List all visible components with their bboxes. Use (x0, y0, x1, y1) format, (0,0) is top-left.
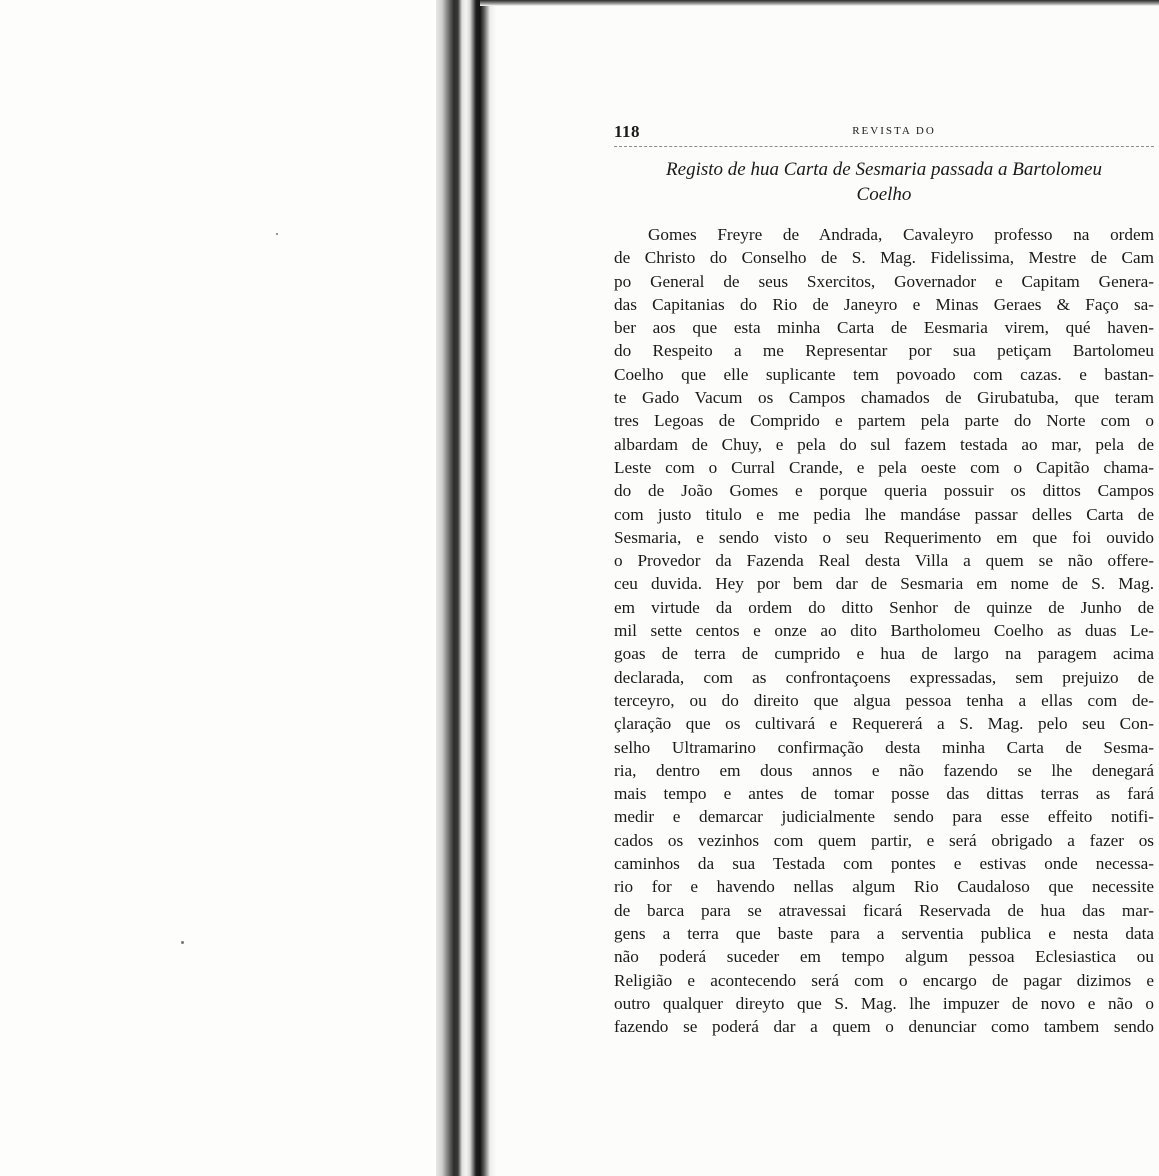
document-title-line-1: Registo de hua Carta de Sesmaria passada a Bartolomeu (666, 159, 1102, 180)
body-line: caminhos da sua Testada com pontes e estivas onde necessa- (614, 854, 1154, 874)
body-line: medir e demarcar judicialmente sendo para esse effeito notifi- (614, 807, 1154, 827)
body-line: não poderá suceder em tempo algum pessoa Eclesiastica ou (614, 947, 1154, 967)
body-line: do de João Gomes e porque queria possuir os dittos Campos (614, 481, 1154, 501)
body-line: Gomes Freyre de Andrada, Cavaleyro professo na ordem (648, 225, 1154, 244)
body-line: Leste com o Curral Crande, e pela oeste com o Capitão chama- (614, 457, 1154, 477)
body-line: das Capitanias do Rio de Janeyro e Minas Geraes & Faço sa- (614, 294, 1154, 314)
body-line: com justo titulo e me pedia lhe mandáse passar delles Carta de (614, 504, 1154, 524)
blank-facing-page (0, 0, 440, 1176)
body-line: Coelho que elle suplicante tem povoado com cazas. e bastan- (614, 364, 1154, 384)
body-line: outro qualquer direyto que S. Mag. lhe impuzer de novo e não o (614, 993, 1154, 1013)
book-spine-gutter (436, 0, 496, 1176)
document-title-line-2: Coelho (856, 184, 912, 205)
document-title (614, 157, 1154, 207)
body-line: tres Legoas de Comprido e partem pela parte do Norte com o (614, 411, 1154, 431)
body-line: Sesmaria, e sendo visto o seu Requerimento em que foi ouvido (614, 527, 1154, 547)
body-line: albardam de Chuy, e pela do sul fazem testada ao mar, pela de (614, 434, 1154, 454)
running-head (614, 120, 1154, 147)
body-line: mil sette centos e onze ao dito Bartholomeu Coelho as duas Le- (614, 621, 1154, 641)
page-number: 118 (614, 122, 641, 141)
text-page (614, 120, 1154, 1038)
body-line: o Provedor da Fazenda Real desta Villa a quem se não offere- (614, 551, 1154, 571)
body-line: ber aos que esta minha Carta de Eesmaria virem, qué haven- (614, 318, 1154, 338)
body-line: po General de seus Sxercitos, Governador e Capitam Genera- (614, 271, 1154, 291)
running-title: REVISTA DO (852, 125, 936, 137)
body-line: cados os vezinhos com quem partir, e será obrigado a fazer os (614, 830, 1154, 850)
body-line: em virtude da ordem do ditto Senhor de quinze de Junho de (614, 597, 1154, 617)
body-line: terceyro, ou do direito que algua pessoa tenha a ellas com de- (614, 690, 1154, 710)
body-line: de barca para se atravessai ficará Reservada de hua das mar- (614, 900, 1154, 920)
document-body (614, 223, 1154, 1038)
body-line: ceu duvida. Hey por bem dar de Sesmaria em nome de S. Mag. (614, 574, 1154, 594)
body-line: do Respeito a me Representar por sua petiçam Bartolomeu (614, 341, 1154, 361)
body-line: rio for e havendo nellas algum Rio Caudaloso que necessite (614, 877, 1154, 897)
paper-speck (181, 941, 184, 944)
body-line: çlaração que os cultivará e Requererá a S. Mag. pelo seu Con- (614, 714, 1154, 734)
body-line: fazendo se poderá dar a quem o denunciar como tambem sendo (614, 1017, 1154, 1037)
body-line: ria, dentro em dous annos e não fazendo se lhe denegará (614, 760, 1154, 780)
body-line: te Gado Vacum os Campos chamados de Girubatuba, que teram (614, 388, 1154, 408)
body-line: gens a terra que baste para a serventia publica e nesta data (614, 923, 1154, 943)
paper-speck (276, 233, 278, 235)
page-top-edge (480, 0, 1159, 6)
body-line: selho Ultramarino confirmação desta minha Carta de Sesma- (614, 737, 1154, 757)
body-line: declarada, com as confrontaçoens expressadas, sem prejuizo de (614, 667, 1154, 687)
body-line: goas de terra de cumprido e hua de largo na paragem acima (614, 644, 1154, 664)
body-line: mais tempo e antes de tomar posse das dittas terras as fará (614, 784, 1154, 804)
body-line: Religião e acontecendo será com o encargo de pagar dizimos e (614, 970, 1154, 990)
body-line: de Christo do Conselho de S. Mag. Fidelissima, Mestre de Cam (614, 248, 1154, 268)
